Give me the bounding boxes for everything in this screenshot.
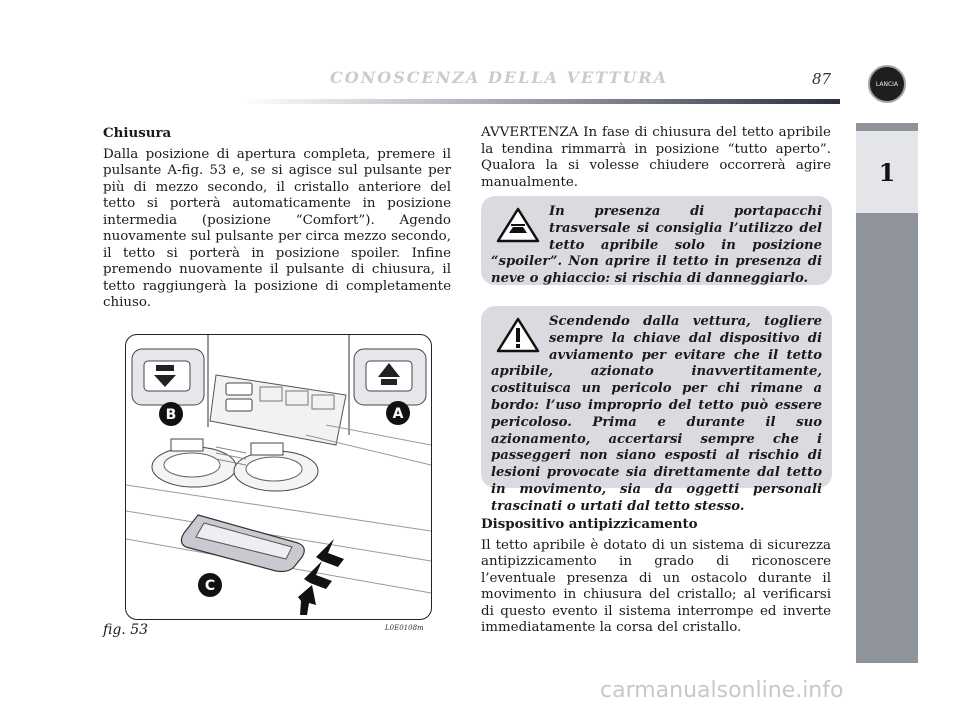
figure-53 xyxy=(125,334,432,620)
header-rule xyxy=(240,99,840,104)
warning-text-chiave: Scendendo dalla vettura, togliere sempre la chiave dal dispositivo di avviamento per evitare che il tetto apribile, azionato inavvertitamente, costituisca un pericolo per chi rimane a bordo: l’uso improprio del tetto può essere pericoloso. Prima e durante il suo azionamento, accertarsi sempre che i passeggeri non siano esposti al rischio di lesioni provocate sia direttamente dal tetto in movimento, sia da oggetti personali trascinati o urtati dal tetto stesso. xyxy=(491,314,822,514)
chiusura-paragraph: Dalla posizione di apertura completa, premere il pulsante A-fig. 53 e, se si agisce sul pulsante per più di mezzo secondo, il cristallo anteriore del tetto si porterà automaticamente in posizione intermedia (posizione “Comfort”). Agendo nuovamente sul pulsante per circa mezzo secondo, il tetto si porterà in posizione spoiler. Infine premendo nuovamente il pulsante di chiusura, il tetto raggiungerà la posizione di completamente chiuso. xyxy=(103,146,451,310)
right-column-top xyxy=(481,125,831,191)
roof-console-illustration xyxy=(126,335,431,619)
car-roof-warning-icon xyxy=(495,206,541,244)
warning-box-portapacchi xyxy=(481,196,832,285)
logo-text: LANCIA xyxy=(875,81,899,88)
callout-c: C xyxy=(204,578,216,594)
logo-box xyxy=(856,45,918,123)
callout-a: A xyxy=(392,406,404,422)
left-column xyxy=(103,125,451,312)
figure-caption: fig. 53 xyxy=(103,622,149,638)
chapter-sidebar xyxy=(856,45,918,663)
exclamation-warning-icon xyxy=(495,316,541,354)
page-number: 87 xyxy=(812,70,832,88)
lancia-logo-icon xyxy=(868,65,906,103)
avvertenza-paragraph: AVVERTENZA In fase di chiusura del tetto apribile la tendina rimmarrà in posizione “tutto aperto”. Qualora la si volesse chiudere occorrerà agire manualmente. xyxy=(481,125,831,190)
warning-box-chiave xyxy=(481,306,832,514)
right-column-bottom xyxy=(481,516,831,637)
chapter-tab[interactable]: 1 xyxy=(856,131,918,213)
watermark: carmanualsonline.info xyxy=(600,678,844,703)
section-heading-chiusura: Chiusura xyxy=(103,125,172,141)
antipizzicamento-paragraph: Il tetto apribile è dotato di un sistema di sicurezza antipizzicamento in grado di riconoscere l’eventuale presenza di un ostacolo durante il movimento in chiusura del cristallo; al verificarsi di questo evento il sistema interrompe ed inverte immediatamente la corsa del cristallo. xyxy=(481,537,831,635)
warning-text-portapacchi: In presenza di portapacchi trasversale si consiglia l’utilizzo del tetto apribile solo in posizione “spoiler”. Non aprire il tetto in presenza di neve o ghiaccio: si rischia di danneggiarlo. xyxy=(491,204,822,287)
figure-code: L0E0108m xyxy=(385,624,424,632)
running-header-title: CONOSCENZA DELLA VETTURA xyxy=(330,68,669,87)
section-heading-antipizzicamento: Dispositivo antipizzicamento xyxy=(481,516,698,532)
callout-b: B xyxy=(165,407,177,423)
